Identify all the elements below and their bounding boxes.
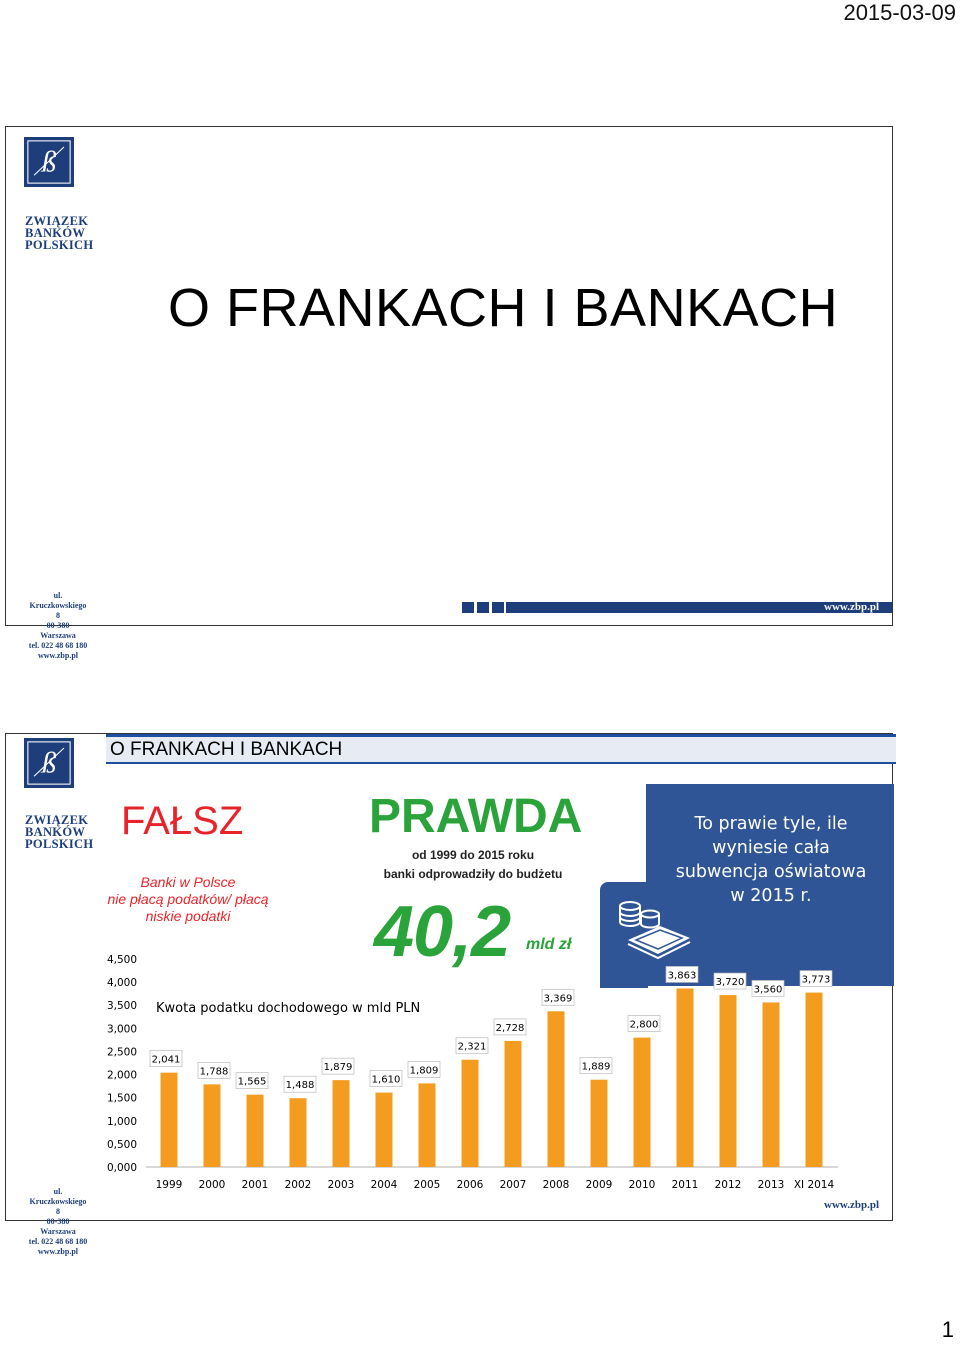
footer-url[interactable]: www.zbp.pl — [824, 601, 880, 613]
y-tick-label: 1,500 — [106, 1092, 137, 1105]
bar-2013 — [763, 1002, 780, 1167]
bar-2004 — [376, 1093, 393, 1167]
data-label: 1,788 — [199, 1066, 229, 1078]
x-tick-label: 2009 — [585, 1179, 613, 1191]
data-label: 1,879 — [323, 1062, 353, 1074]
slide-title-text: O FRANKACH I BANKACH — [168, 278, 839, 338]
x-tick-label: 2008 — [542, 1179, 570, 1191]
bar-2002 — [290, 1098, 307, 1167]
address-line: tel. 022 48 68 180 — [28, 641, 88, 650]
x-tick-label: 2006 — [456, 1179, 484, 1191]
y-tick-label: 0,000 — [106, 1162, 137, 1174]
address-line: 00-380 Warszawa — [40, 1217, 76, 1236]
address-line: ul. Kruczkowskiego 8 — [29, 591, 87, 620]
address-line: www.zbp.pl — [37, 651, 78, 660]
y-tick-label: 2,500 — [106, 1046, 137, 1059]
y-tick-label: 4,000 — [106, 977, 137, 990]
x-tick-label: 2007 — [499, 1179, 527, 1191]
data-label: 2,321 — [457, 1041, 487, 1053]
falsz-line: niskie podatki — [145, 908, 231, 924]
bar-2012 — [720, 995, 737, 1167]
panel-text-line: To prawie tyle, ile — [694, 814, 848, 834]
data-label: 1,610 — [371, 1074, 401, 1086]
bar-2010 — [634, 1038, 651, 1167]
bar-2001 — [247, 1095, 264, 1167]
bar-2003 — [333, 1080, 350, 1167]
x-tick-label: 2000 — [198, 1179, 226, 1191]
svg-text:ß: ß — [41, 145, 57, 179]
y-tick-label: 0,500 — [106, 1138, 137, 1151]
bar-2009 — [591, 1080, 608, 1167]
data-label: 3,720 — [715, 977, 745, 989]
address-line: www.zbp.pl — [37, 1247, 78, 1256]
bar-2011 — [677, 988, 694, 1167]
panel-text-line: wyniesie cała — [712, 838, 830, 858]
total-unit: mld zł — [526, 936, 572, 953]
data-label: 1,889 — [581, 1061, 611, 1073]
brand-name-line: BANKÓW — [25, 825, 86, 839]
total-amount: 40,2 — [374, 892, 511, 972]
x-tick-label: 2005 — [413, 1179, 441, 1191]
data-label: 3,560 — [753, 984, 783, 996]
falsz-line: Banki w Polsce — [140, 874, 236, 890]
data-label: 2,728 — [495, 1022, 525, 1034]
address-line: 00-380 Warszawa — [40, 621, 76, 640]
data-label: 3,369 — [543, 993, 573, 1005]
panel-text-line: subwencja oświatowa — [675, 862, 867, 882]
brand-name-line: ZWIĄZEK — [25, 214, 89, 228]
address-block — [28, 1187, 88, 1257]
bar-1999 — [161, 1073, 178, 1167]
svg-text:ß: ß — [41, 746, 57, 780]
data-label: 1,488 — [285, 1080, 315, 1092]
falsz-line: nie płacą podatków/ płacą — [107, 891, 269, 907]
data-label: 3,863 — [667, 970, 697, 982]
y-tick-label: 4,500 — [106, 954, 137, 966]
brand-name — [25, 215, 93, 251]
page-number: 1 — [941, 1317, 954, 1342]
x-tick-label: 2012 — [714, 1179, 742, 1191]
address-line: ul. Kruczkowskiego 8 — [29, 1187, 87, 1216]
slide-title — [5, 126, 893, 660]
data-label: 2,041 — [151, 1054, 181, 1066]
prawda-heading: PRAWDA — [369, 790, 583, 843]
prawda-line: od 1999 do 2015 roku — [411, 848, 535, 862]
x-tick-label: 2013 — [757, 1179, 785, 1191]
x-tick-label: 2002 — [284, 1179, 312, 1191]
x-tick-label: 2004 — [370, 1179, 398, 1191]
x-tick-label: 2011 — [671, 1179, 699, 1191]
bar-2000 — [204, 1084, 221, 1167]
brand-name-line: BANKÓW — [25, 226, 86, 240]
chart-title: Kwota podatku dochodowego w mld PLN — [156, 1001, 421, 1016]
zbp-logo-icon — [24, 137, 74, 187]
address-line: tel. 022 48 68 180 — [28, 1237, 88, 1246]
address-block — [28, 591, 88, 661]
x-tick-label: XI 2014 — [793, 1179, 835, 1191]
brand-name-line: POLSKICH — [25, 837, 94, 851]
bar-2005 — [419, 1083, 436, 1167]
falsz-heading: FAŁSZ — [121, 799, 244, 843]
brand-name-line: ZWIĄZEK — [25, 813, 89, 827]
brand-name-line: POLSKICH — [25, 238, 94, 252]
y-tick-label: 2,000 — [106, 1069, 137, 1082]
footer-squares — [462, 602, 504, 613]
x-tick-label: 2010 — [628, 1179, 656, 1191]
panel-text-line: w 2015 r. — [730, 886, 812, 906]
slide-header-title: O FRANKACH I BANKACH — [110, 739, 343, 760]
x-tick-label: 2003 — [327, 1179, 355, 1191]
data-label: 1,565 — [237, 1076, 267, 1088]
data-label: 2,800 — [629, 1019, 659, 1031]
data-label: 3,773 — [801, 974, 831, 986]
page-date: 2015-03-09 — [843, 0, 956, 25]
y-tick-label: 1,000 — [106, 1115, 137, 1128]
footer-url[interactable]: www.zbp.pl — [824, 1199, 880, 1211]
x-tick-label: 2001 — [241, 1179, 269, 1191]
prawda-line: banki odprowadziły do budżetu — [383, 867, 563, 881]
y-tick-label: 3,500 — [106, 1000, 137, 1013]
tax-bar-chart — [6, 734, 894, 1222]
bar-xi-2014 — [806, 993, 823, 1167]
bar-2007 — [505, 1041, 522, 1167]
y-tick-label: 3,000 — [106, 1023, 137, 1036]
x-tick-label: 1999 — [155, 1179, 183, 1191]
bar-2006 — [462, 1060, 479, 1167]
bar-2008 — [548, 1011, 565, 1167]
slide-tax — [5, 733, 893, 1256]
data-label: 1,809 — [409, 1065, 439, 1077]
